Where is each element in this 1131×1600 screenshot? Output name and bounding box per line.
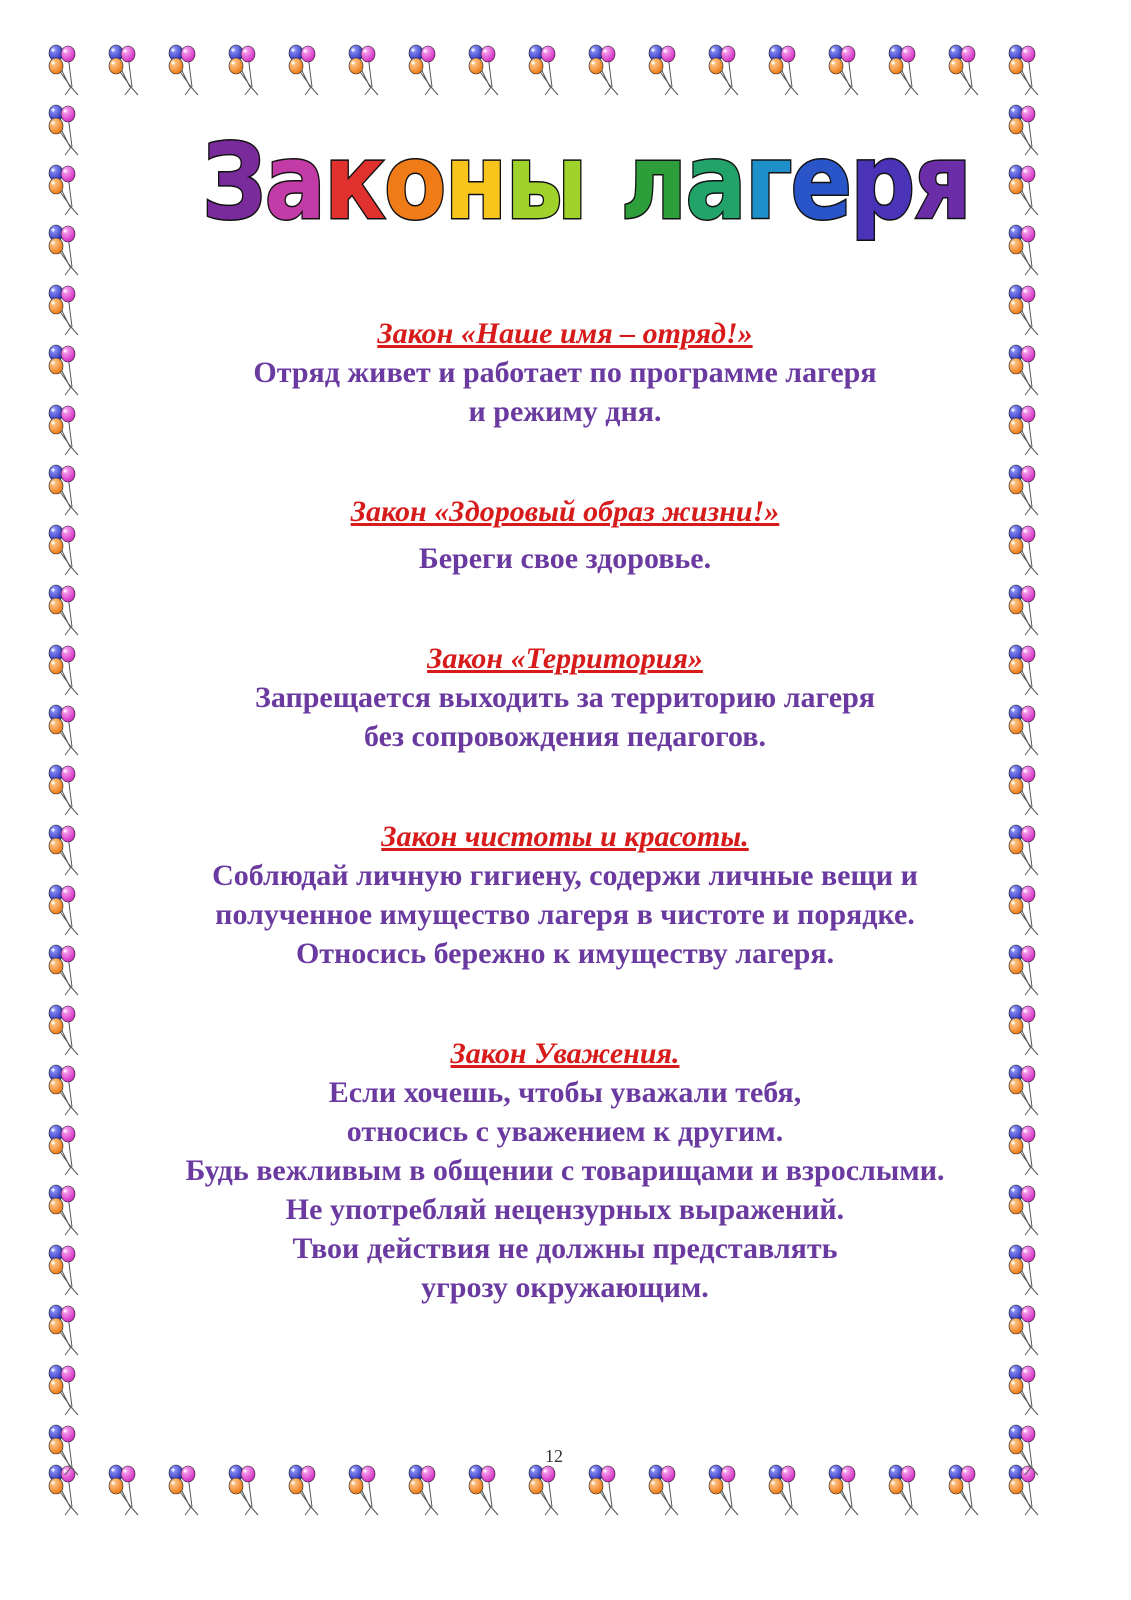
law-text: без сопровождения педагогов.	[364, 720, 766, 753]
title-letter: н	[444, 122, 508, 244]
balloon-cluster-icon	[49, 585, 78, 635]
balloon-cluster-icon	[109, 1465, 138, 1515]
balloon-cluster-icon	[169, 45, 198, 95]
balloon-cluster-icon	[49, 1185, 78, 1235]
law-title: Закон Уважения.	[450, 1037, 680, 1070]
law-text: полученное имущество лагеря в чистоте и порядке.	[215, 898, 915, 931]
balloon-cluster-icon	[829, 45, 858, 95]
balloon-cluster-icon	[49, 885, 78, 935]
law-text: и режиму дня.	[468, 395, 662, 428]
law-text: Береги свое здоровье.	[418, 542, 712, 575]
balloon-cluster-icon	[349, 45, 378, 95]
balloon-cluster-icon	[49, 1465, 78, 1515]
law-item	[110, 315, 1020, 431]
balloon-cluster-icon	[49, 225, 78, 275]
balloon-cluster-icon	[829, 1465, 858, 1515]
balloon-cluster-icon	[529, 1465, 558, 1515]
law-text: Соблюдай личную гигиену, содержи личные вещи и	[212, 859, 918, 892]
balloon-cluster-icon	[49, 1005, 78, 1055]
law-text: Не употребляй нецензурных выражений.	[285, 1193, 845, 1226]
law-item	[110, 493, 1020, 578]
balloon-cluster-icon	[1009, 1305, 1038, 1355]
balloon-cluster-icon	[709, 45, 738, 95]
law-item	[110, 1035, 1020, 1307]
balloon-cluster-icon	[1009, 105, 1038, 155]
balloon-cluster-icon	[889, 45, 918, 95]
title-letter: р	[850, 122, 916, 244]
balloon-cluster-icon	[649, 45, 678, 95]
page-title	[195, 110, 985, 250]
balloon-cluster-icon	[49, 1305, 78, 1355]
law-item	[110, 640, 1020, 756]
balloon-cluster-icon	[1009, 225, 1038, 275]
balloon-cluster-icon	[769, 45, 798, 95]
balloon-cluster-icon	[1009, 165, 1038, 215]
balloon-cluster-icon	[49, 285, 78, 335]
balloon-cluster-icon	[289, 1465, 318, 1515]
law-text: относись с уважением к другим.	[346, 1115, 784, 1148]
balloon-cluster-icon	[409, 1465, 438, 1515]
law-title: Закон «Здоровый образ жизни!»	[350, 495, 780, 528]
balloon-cluster-icon	[1009, 45, 1038, 95]
balloon-cluster-icon	[589, 1465, 618, 1515]
balloon-cluster-icon	[49, 1365, 78, 1415]
title-letter: а	[685, 122, 747, 244]
balloon-cluster-icon	[49, 525, 78, 575]
law-text: Будь вежливым в общении с товарищами и взрослыми.	[185, 1154, 945, 1187]
balloon-cluster-icon	[649, 1465, 678, 1515]
balloon-cluster-icon	[49, 105, 78, 155]
law-text: Отряд живет и работает по программе лагеря	[253, 356, 877, 389]
title-letter: г	[744, 122, 793, 244]
law-text: Относись бережно к имуществу лагеря.	[295, 937, 835, 970]
balloon-cluster-icon	[169, 1465, 198, 1515]
balloon-cluster-icon	[49, 1125, 78, 1175]
title-letter: л	[620, 122, 688, 244]
law-text: угрозу окружающим.	[421, 1271, 709, 1304]
title-letter: е	[790, 122, 853, 244]
title-letter: о	[383, 122, 447, 244]
balloon-cluster-icon	[49, 405, 78, 455]
balloon-cluster-icon	[229, 1465, 258, 1515]
balloon-cluster-icon	[949, 45, 978, 95]
law-item	[110, 818, 1020, 973]
balloon-cluster-icon	[409, 45, 438, 95]
balloon-cluster-icon	[469, 45, 498, 95]
balloon-cluster-icon	[1009, 1465, 1038, 1515]
balloon-cluster-icon	[709, 1465, 738, 1515]
balloon-cluster-icon	[769, 1465, 798, 1515]
title-letter: к	[324, 122, 386, 244]
balloon-cluster-icon	[49, 645, 78, 695]
balloon-cluster-icon	[289, 45, 318, 95]
title-letter: ы	[505, 122, 588, 244]
page-number: 12	[545, 1446, 563, 1466]
balloon-cluster-icon	[349, 1465, 378, 1515]
balloon-cluster-icon	[109, 45, 138, 95]
balloon-cluster-icon	[49, 45, 78, 95]
balloon-cluster-icon	[49, 765, 78, 815]
balloon-cluster-icon	[49, 705, 78, 755]
balloon-cluster-icon	[889, 1465, 918, 1515]
balloon-cluster-icon	[469, 1465, 498, 1515]
balloon-cluster-icon	[589, 45, 618, 95]
title-letter: З	[201, 122, 267, 244]
law-text: Твои действия не должны представлять	[292, 1232, 838, 1265]
balloon-cluster-icon	[49, 345, 78, 395]
balloon-cluster-icon	[49, 1065, 78, 1115]
law-title: Закон чистоты и красоты.	[381, 820, 749, 853]
balloon-cluster-icon	[229, 45, 258, 95]
balloon-cluster-icon	[49, 465, 78, 515]
title-letter: а	[264, 122, 326, 244]
balloon-cluster-icon	[49, 1245, 78, 1295]
law-title: Закон «Наше имя – отряд!»	[377, 317, 753, 350]
laws-list	[110, 315, 1020, 1307]
balloon-cluster-icon	[529, 45, 558, 95]
law-title: Закон «Территория»	[427, 642, 703, 675]
law-text: Запрещается выходить за территорию лагеря	[255, 681, 875, 714]
balloon-cluster-icon	[1009, 1365, 1038, 1415]
balloon-cluster-icon	[49, 945, 78, 995]
title-letter: я	[913, 122, 972, 244]
balloon-cluster-icon	[949, 1465, 978, 1515]
balloon-cluster-icon	[49, 825, 78, 875]
law-text: Если хочешь, чтобы уважали тебя,	[328, 1076, 802, 1109]
balloon-cluster-icon	[49, 165, 78, 215]
